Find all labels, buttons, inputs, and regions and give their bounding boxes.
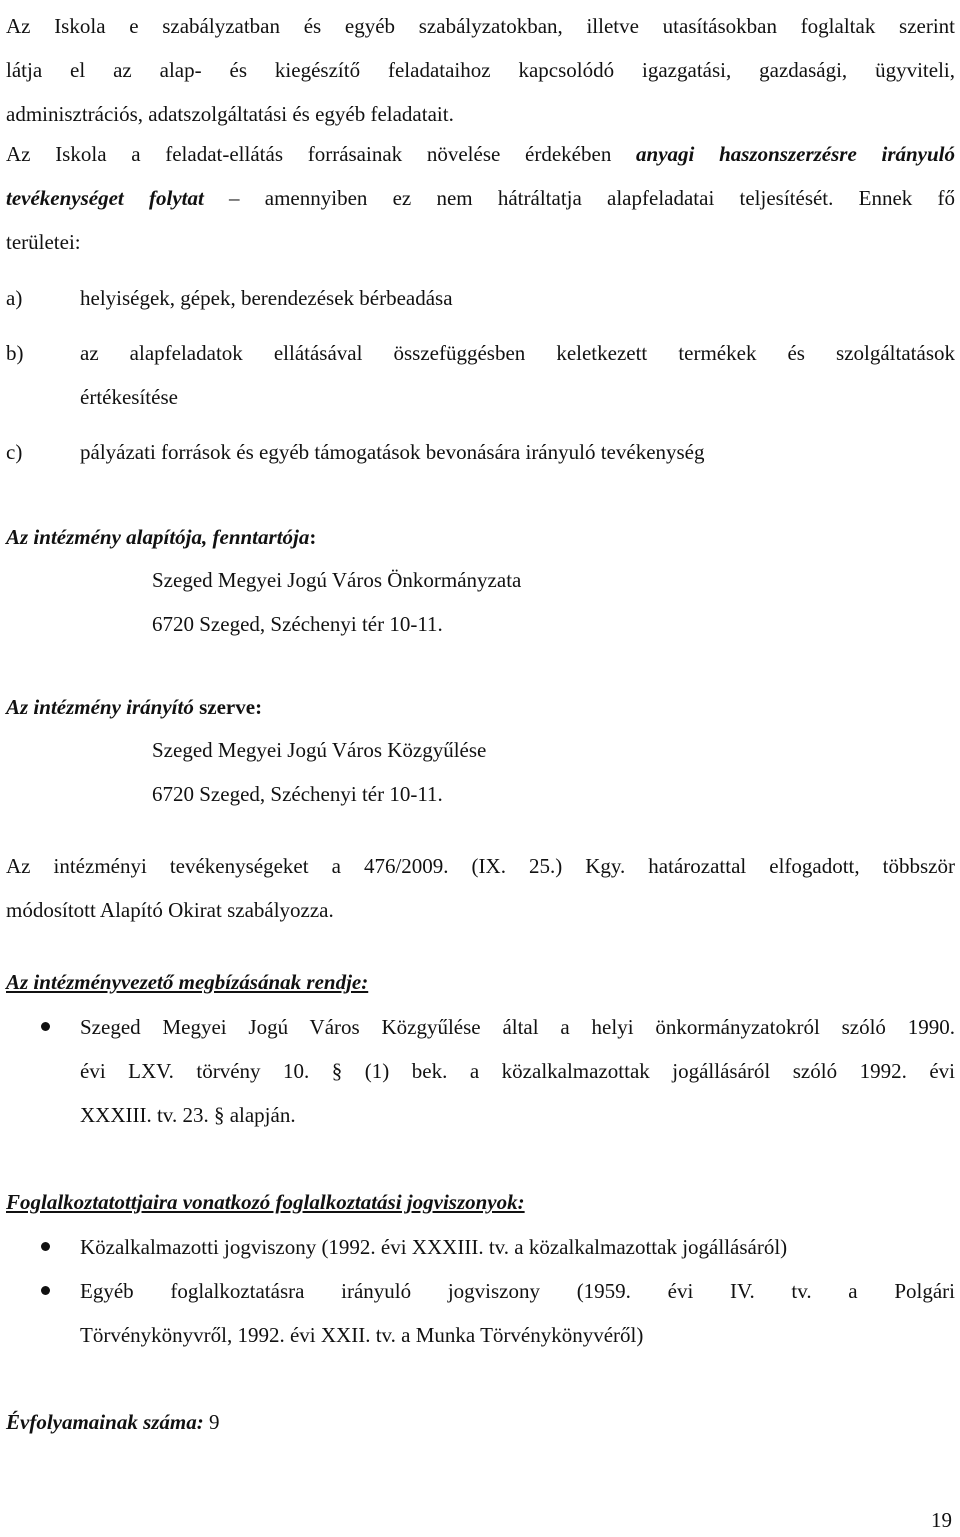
list-label: c) <box>6 440 23 464</box>
emphasis-text: anyagi haszonszerzésre irányuló <box>636 142 955 166</box>
text-line <box>6 176 955 220</box>
text-line: Egyéb foglalkoztatásra irányuló jogviszony (1959. évi IV. tv. a Polgári <box>80 1279 955 1303</box>
text-span: Az Iskola a feladat-ellátás forrásainak növelése érdekében <box>6 142 637 166</box>
emphasis-text: tevékenységet folytat <box>6 186 204 210</box>
text-line: látja el az alap- és kiegészítő feladataihoz kapcsolódó igazgatási, gazdasági, ügyviteli, <box>6 58 955 82</box>
text-line: helyiségek, gépek, berendezések bérbeadása <box>80 286 453 310</box>
text-line: Törvénykönyvről, 1992. évi XXII. tv. a Munka Törvénykönyvéről) <box>80 1323 644 1347</box>
page-number: 19 <box>931 1508 952 1532</box>
governing-heading <box>6 685 955 729</box>
section-heading: Az intézményvezető megbízásának rendje: <box>6 970 369 994</box>
heading-suffix: szerve: <box>193 695 263 719</box>
text-line <box>6 132 955 176</box>
text-line: az alapfeladatok ellátásával összefüggésben keletkezett termékek és szolgáltatások <box>80 341 955 365</box>
text-line: adminisztrációs, adatszolgáltatási és egyéb feladatait. <box>6 102 454 126</box>
bullet-icon <box>41 1022 50 1031</box>
text-line: értékesítése <box>80 385 178 409</box>
text-line: évi LXV. törvény 10. § (1) bek. a közalkalmazottak jogállásáról szóló 1992. évi <box>80 1059 955 1083</box>
founder-name: Szeged Megyei Jogú Város Önkormányzata <box>152 568 522 592</box>
bullet-icon <box>41 1242 50 1251</box>
text-line: módosított Alapító Okirat szabályozza. <box>6 898 334 922</box>
employment-heading <box>6 1180 955 1224</box>
text-line: pályázati források és egyéb támogatások bevonására irányuló tevékenység <box>80 440 705 464</box>
intro-paragraph <box>6 4 955 136</box>
grades-line <box>6 1400 955 1444</box>
list-label: b) <box>6 341 24 365</box>
text-span: – amennyiben ez nem hátráltatja alapfeladatai teljesítését. Ennek fő <box>203 186 955 210</box>
section-heading: Az intézmény alapítója, fenntartója <box>6 525 310 549</box>
grades-value: 9 <box>203 1410 220 1434</box>
bullet-icon <box>41 1286 50 1295</box>
revenue-paragraph <box>6 132 955 264</box>
grades-label: Évfolyamainak száma: <box>6 1410 204 1434</box>
text-line: Közalkalmazotti jogviszony (1992. évi XXXIII. tv. a közalkalmazottak jogállásáról) <box>80 1235 788 1259</box>
text-line: Az intézményi tevékenységeket a 476/2009. (IX. 25.) Kgy. határozattal elfogadott, többször <box>6 854 955 878</box>
founder-heading <box>6 515 955 559</box>
founder-address: 6720 Szeged, Széchenyi tér 10-11. <box>152 612 443 636</box>
governing-name: Szeged Megyei Jogú Város Közgyűlése <box>152 738 487 762</box>
list-label: a) <box>6 286 23 310</box>
charter-paragraph <box>6 844 955 932</box>
section-heading: Foglalkoztatottjaira vonatkozó foglalkoztatási jogviszonyok: <box>6 1190 525 1214</box>
governing-address: 6720 Szeged, Széchenyi tér 10-11. <box>152 782 443 806</box>
section-heading: Az intézmény irányító <box>6 695 194 719</box>
text-line: területei: <box>6 230 81 254</box>
text-line: XXXIII. tv. 23. § alapján. <box>80 1103 296 1127</box>
text-line: Szeged Megyei Jogú Város Közgyűlése által a helyi önkormányzatokról szóló 1990. <box>80 1015 955 1039</box>
heading-colon: : <box>309 525 317 549</box>
appointment-heading <box>6 960 955 1004</box>
text-line: Az Iskola e szabályzatban és egyéb szabályzatokban, illetve utasításokban foglaltak szerint <box>6 14 955 38</box>
